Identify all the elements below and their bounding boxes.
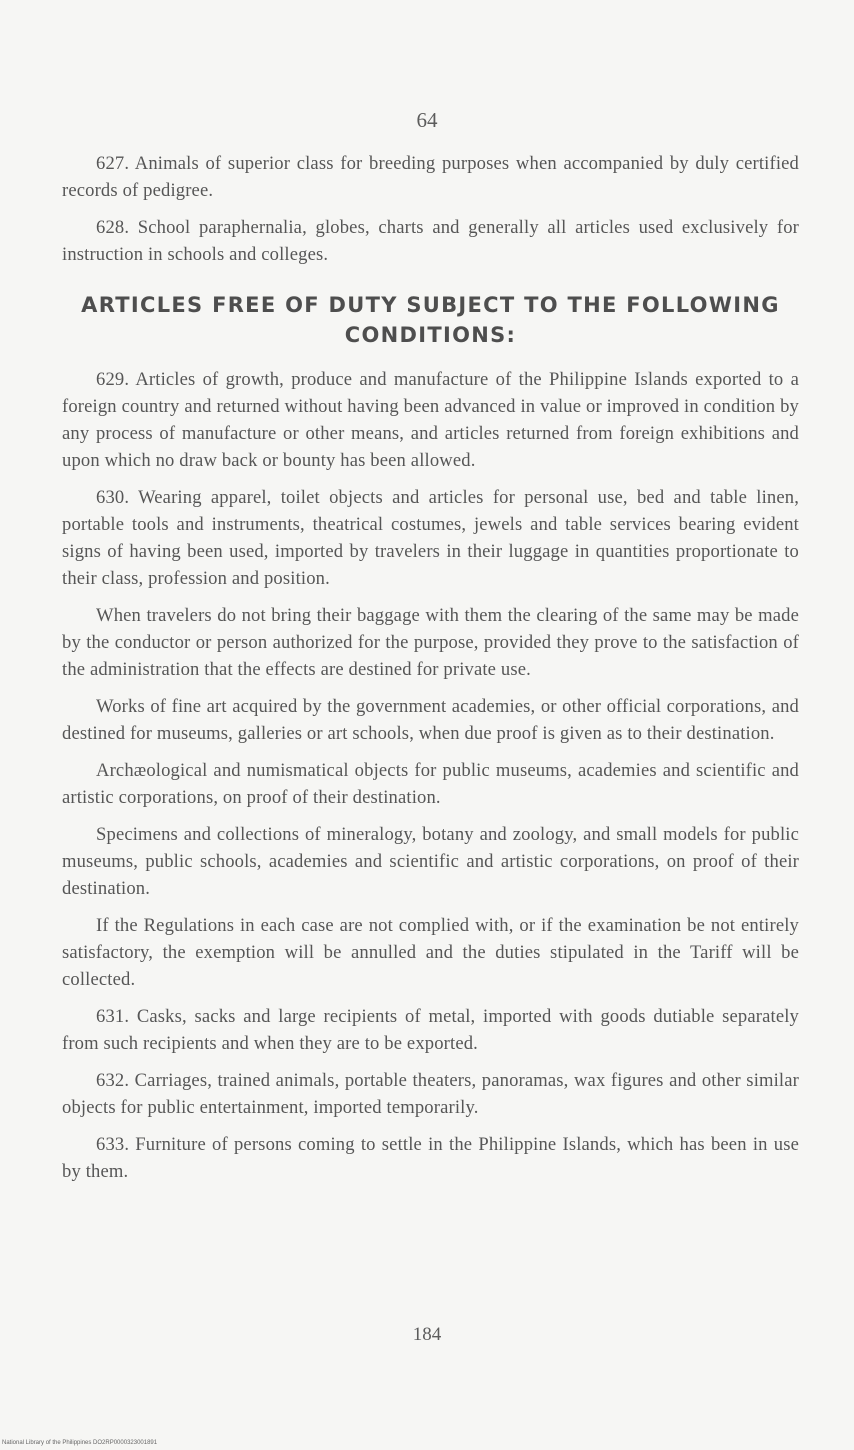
footer-page-number: 184 [412, 1324, 442, 1345]
paragraph-630: 630. Wearing apparel, toilet objects and articles for personal use, bed and table linen, portable tools and instruments, theatrical costumes, jewels and table services bearing evident signs of having been used, imported by travelers in their luggage in quantities proportionate to their class, profession and position. [62, 487, 799, 589]
library-credit: National Library of the Philippines DO2RP0000323001891 [2, 1440, 158, 1446]
page-number: 64 [416, 108, 438, 132]
paragraph-archaeological: Archæological and numismatical objects for public museums, academies and scientific and artistic corporations, on proof of their destination. [62, 760, 799, 808]
paragraph-specimens: Specimens and collections of mineralogy, botany and zoology, and small models for public museums, public schools, academies and scientific and artistic corporations, on proof of their destination. [62, 824, 799, 899]
paragraph-633: 633. Furniture of persons coming to settle in the Philippine Islands, which has been in use by them. [62, 1134, 799, 1182]
paragraph-631: 631. Casks, sacks and large recipients of metal, imported with goods dutiable separately from such recipients and when they are to be exported. [62, 1006, 799, 1054]
paragraph-travelers-baggage: When travelers do not bring their baggage with them the clearing of the same may be made by the conductor or person authorized for the purpose, provided they prove to the satisfaction of the administration that the effects are destined for private use. [62, 605, 799, 680]
paragraph-628: 628. School paraphernalia, globes, charts and generally all articles used exclusively for instruction in schools and colleges. [62, 217, 799, 265]
paragraph-632: 632. Carriages, trained animals, portable theaters, panoramas, wax figures and other similar objects for public entertainment, imported temporarily. [62, 1070, 799, 1118]
section-heading: ARTICLES FREE OF DUTY SUBJECT TO THE FOLLOWING CONDITIONS: [81, 293, 780, 347]
body-text [62, 150, 799, 1195]
paragraph-627: 627. Animals of superior class for breeding purposes when accompanied by duly certified records of pedigree. [62, 153, 799, 201]
paragraph-regulations: If the Regulations in each case are not complied with, or if the examination be not entirely satisfactory, the exemption will be annulled and the duties stipulated in the Tariff will be collected. [62, 915, 799, 990]
paragraph-629: 629. Articles of growth, produce and manufacture of the Philippine Islands exported to a foreign country and returned without having been advanced in value or improved in condition by any process of manufacture or other means, and articles returned from foreign exhibitions and upon which no draw back or bounty has been allowed. [62, 369, 799, 471]
paragraph-fine-art: Works of fine art acquired by the government academies, or other official corporations, and destined for museums, galleries or art schools, when due proof is given as to their destination. [62, 696, 799, 744]
